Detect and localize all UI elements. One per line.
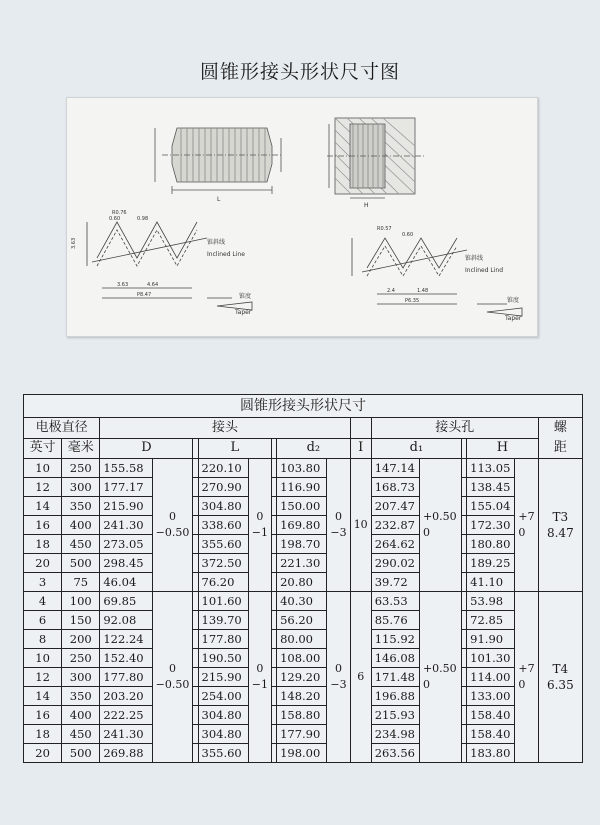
cell-d2: 20.80 [277, 573, 327, 592]
cell-inch: 3 [24, 573, 62, 592]
cell-d1: 232.87 [371, 516, 419, 535]
b1-label-right: 2.4 [387, 288, 395, 294]
drawing-canvas [67, 98, 537, 336]
cell-d1: 263.56 [371, 744, 419, 763]
header-hole: 接头孔 [371, 418, 538, 439]
r2-label-right: 0.60 [402, 232, 414, 238]
table-row [24, 630, 583, 649]
cell-H: 138.45 [467, 478, 515, 497]
slant-cn-right: 锥斜线 [465, 255, 484, 262]
cell-mm: 350 [62, 687, 100, 706]
cell-D: 241.30 [100, 725, 152, 744]
cell-H: 53.98 [467, 592, 515, 611]
cell-L: 220.10 [198, 459, 248, 478]
table-row [24, 459, 583, 478]
b2-label-right: 1.48 [417, 288, 429, 294]
cell-L: 139.70 [198, 611, 248, 630]
cell-d1: 196.88 [371, 687, 419, 706]
cell-I: 6 [350, 592, 371, 763]
cell-mm: 300 [62, 668, 100, 687]
r2-label-left: 0.98 [137, 216, 149, 222]
cell-L: 304.80 [198, 497, 248, 516]
cell-D: 46.04 [100, 573, 152, 592]
dims-a-label: 3.63 [71, 237, 77, 249]
slant-cn-left: 锥斜线 [207, 239, 226, 246]
cell-H: 101.30 [467, 649, 515, 668]
cell-inch: 4 [24, 592, 62, 611]
cell-mm: 100 [62, 592, 100, 611]
cell-inch: 20 [24, 554, 62, 573]
header-H: H [467, 438, 539, 459]
cell-inch: 18 [24, 725, 62, 744]
cell-H: 158.40 [467, 725, 515, 744]
cell-D: 269.88 [100, 744, 152, 763]
cell-d1: 115.92 [371, 630, 419, 649]
slant-en-right: Inclined Lind [465, 267, 504, 274]
cell-L: 254.00 [198, 687, 248, 706]
cell-d1: 215.93 [371, 706, 419, 725]
cell-L: 338.60 [198, 516, 248, 535]
header-D: D [100, 438, 193, 459]
header-I: I [350, 438, 371, 459]
r-label-right: R0.57 [377, 226, 392, 232]
cell-inch: 20 [24, 744, 62, 763]
cell-d1: 234.98 [371, 725, 419, 744]
pitch-label-left: P8.47 [137, 292, 152, 298]
cell-d1: 63.53 [371, 592, 419, 611]
cell-L: 177.80 [198, 630, 248, 649]
cell-D: 215.90 [100, 497, 152, 516]
tol-d2: 0 −3 [327, 459, 350, 592]
tol-D: 0 −0.50 [152, 459, 193, 592]
cell-mm: 350 [62, 497, 100, 516]
table-row [24, 535, 583, 554]
tol-L: 0 −1 [248, 459, 271, 592]
table-row [24, 497, 583, 516]
cell-H: 172.30 [467, 516, 515, 535]
cell-mm: 250 [62, 459, 100, 478]
cell-d1: 171.48 [371, 668, 419, 687]
cell-inch: 10 [24, 649, 62, 668]
cell-mm: 500 [62, 554, 100, 573]
cell-inch: 14 [24, 497, 62, 516]
page-title: 圆锥形接头形状尺寸图 [199, 61, 400, 83]
cell-d2: 116.90 [277, 478, 327, 497]
table-caption: 圆锥形接头形状尺寸 [24, 395, 583, 418]
cell-H: 155.04 [467, 497, 515, 516]
cell-D: 298.45 [100, 554, 152, 573]
cell-d2: 103.80 [277, 459, 327, 478]
cell-H: 158.40 [467, 706, 515, 725]
cell-H: 41.10 [467, 573, 515, 592]
cell-d2: 129.20 [277, 668, 327, 687]
b2-label-left: 4.64 [147, 282, 159, 288]
cell-d2: 40.30 [277, 592, 327, 611]
cell-I: 10 [350, 459, 371, 592]
table-row [24, 744, 583, 763]
cell-inch: 12 [24, 668, 62, 687]
taper-en-right: Taper [505, 315, 522, 322]
cell-d1: 39.72 [371, 573, 419, 592]
cell-d2: 150.00 [277, 497, 327, 516]
cell-D: 122.24 [100, 630, 152, 649]
table-row [24, 649, 583, 668]
cell-mm: 450 [62, 535, 100, 554]
slant-en-left: Inclined Line [207, 251, 245, 258]
d1-label-left: 0.60 [109, 216, 121, 222]
tol-d1: +0.50 0 [419, 592, 461, 763]
cell-D: 69.85 [100, 592, 152, 611]
cell-inch: 18 [24, 535, 62, 554]
cell-L: 355.60 [198, 535, 248, 554]
table-row [24, 592, 583, 611]
table-row [24, 687, 583, 706]
table-row [24, 611, 583, 630]
cell-inch: 14 [24, 687, 62, 706]
cell-D: 92.08 [100, 611, 152, 630]
cell-d1: 168.73 [371, 478, 419, 497]
taper-cn-right: 锥度 [507, 297, 520, 304]
cell-D: 152.40 [100, 649, 152, 668]
cell-D: 241.30 [100, 516, 152, 535]
tol-d2: 0 −3 [327, 592, 350, 763]
cell-mm: 150 [62, 611, 100, 630]
cell-mm: 300 [62, 478, 100, 497]
cell-H: 114.00 [467, 668, 515, 687]
cell-mm: 250 [62, 649, 100, 668]
nipple-side-view [155, 128, 282, 194]
cell-D: 177.80 [100, 668, 152, 687]
socket-section-view [327, 118, 425, 198]
header-d1: d₁ [371, 438, 461, 459]
cell-H: 72.85 [467, 611, 515, 630]
cell-mm: 450 [62, 725, 100, 744]
tol-H: +7 0 [515, 459, 538, 592]
table-row [24, 478, 583, 497]
cell-inch: 16 [24, 706, 62, 725]
dim-L-label: L [217, 196, 221, 203]
cell-L: 76.20 [198, 573, 248, 592]
header-pitch: 螺距 [538, 418, 582, 459]
thread-profile-right [352, 238, 522, 316]
cell-L: 304.80 [198, 706, 248, 725]
cell-d1: 147.14 [371, 459, 419, 478]
cell-L: 304.80 [198, 725, 248, 744]
header-inch: 英寸 [24, 438, 62, 459]
cell-d1: 146.08 [371, 649, 419, 668]
table-row [24, 725, 583, 744]
cell-d1: 207.47 [371, 497, 419, 516]
header-joint: 接头 [100, 418, 350, 439]
cell-L: 355.60 [198, 744, 248, 763]
pitch-label-right: P6.35 [405, 298, 420, 304]
tol-D: 0 −0.50 [152, 592, 193, 763]
cell-H: 113.05 [467, 459, 515, 478]
cell-d2: 198.70 [277, 535, 327, 554]
cell-H: 133.00 [467, 687, 515, 706]
cell-d1: 264.62 [371, 535, 419, 554]
table-row [24, 516, 583, 535]
cell-L: 270.90 [198, 478, 248, 497]
cell-d2: 177.90 [277, 725, 327, 744]
cell-d2: 108.00 [277, 649, 327, 668]
cell-D: 273.05 [100, 535, 152, 554]
header-L: L [198, 438, 272, 459]
cell-mm: 400 [62, 516, 100, 535]
cell-L: 372.50 [198, 554, 248, 573]
thread-profile-left [87, 222, 252, 310]
technical-drawing [66, 97, 538, 337]
cell-H: 189.25 [467, 554, 515, 573]
cell-d1: 85.76 [371, 611, 419, 630]
dimension-table [23, 394, 583, 763]
tol-L: 0 −1 [248, 592, 271, 763]
cell-mm: 500 [62, 744, 100, 763]
cell-D: 222.25 [100, 706, 152, 725]
b1-label-left: 3.63 [117, 282, 129, 288]
cell-H: 91.90 [467, 630, 515, 649]
cell-L: 190.50 [198, 649, 248, 668]
cell-inch: 8 [24, 630, 62, 649]
r-label-left: R0.76 [112, 210, 127, 216]
cell-pitch: T4 6.35 [538, 592, 582, 763]
cell-inch: 10 [24, 459, 62, 478]
table-row [24, 706, 583, 725]
tol-d1: +0.50 0 [419, 459, 461, 592]
taper-en-left: Taper [235, 309, 252, 316]
cell-d2: 148.20 [277, 687, 327, 706]
cell-d2: 56.20 [277, 611, 327, 630]
cell-D: 155.58 [100, 459, 152, 478]
cell-d2: 169.80 [277, 516, 327, 535]
cell-D: 203.20 [100, 687, 152, 706]
cell-L: 101.60 [198, 592, 248, 611]
table-row [24, 554, 583, 573]
cell-mm: 75 [62, 573, 100, 592]
cell-D: 177.17 [100, 478, 152, 497]
cell-H: 180.80 [467, 535, 515, 554]
cell-inch: 16 [24, 516, 62, 535]
cell-d2: 198.00 [277, 744, 327, 763]
cell-H: 183.80 [467, 744, 515, 763]
group-t3 [24, 459, 583, 592]
cell-mm: 400 [62, 706, 100, 725]
cell-d2: 221.30 [277, 554, 327, 573]
cell-L: 215.90 [198, 668, 248, 687]
header-d2: d₂ [277, 438, 351, 459]
cell-d1: 290.02 [371, 554, 419, 573]
header-mm: 毫米 [62, 438, 100, 459]
cell-d2: 80.00 [277, 630, 327, 649]
cell-pitch: T3 8.47 [538, 459, 582, 592]
group-t4 [24, 592, 583, 763]
table-row [24, 668, 583, 687]
taper-cn-left: 锥度 [239, 293, 252, 300]
dim-H-label: H [364, 202, 369, 209]
header-diameter: 电极直径 [24, 418, 100, 439]
cell-d2: 158.80 [277, 706, 327, 725]
tol-H: +7 0 [515, 592, 538, 763]
cell-inch: 6 [24, 611, 62, 630]
cell-mm: 200 [62, 630, 100, 649]
table-row [24, 573, 583, 592]
cell-inch: 12 [24, 478, 62, 497]
